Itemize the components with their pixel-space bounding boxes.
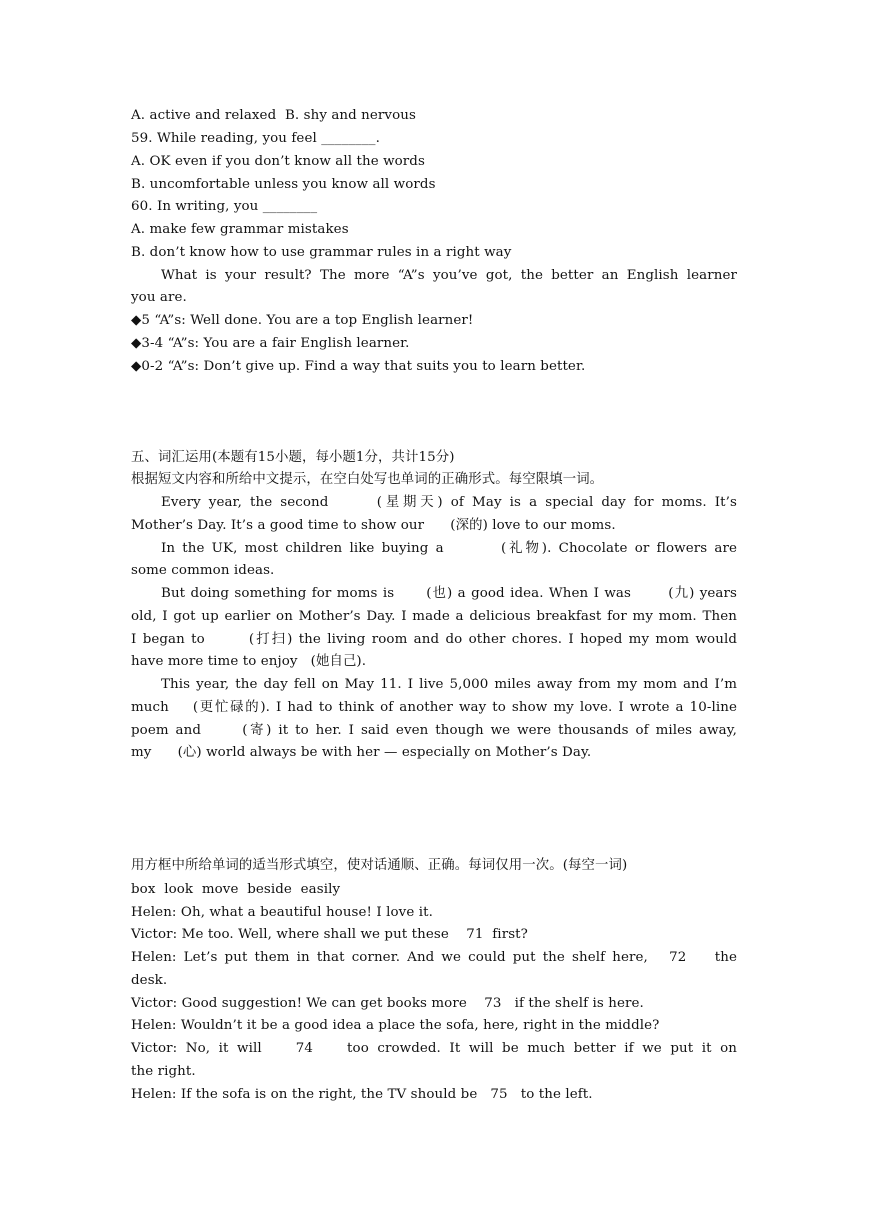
dialog-line-3: Helen: Let’s put them in that corner. And we could put the shelf here, 72 the (131, 950, 737, 965)
passage-p3-line-3: I began to (打扫) the living room and do other chores. I hoped my mom would (131, 632, 737, 647)
section-5-heading: 五、词汇运用(本题有15小题，每小题1分，共计15分) (131, 450, 455, 465)
result-3-4-a: ◆3-4 “A”s: You are a fair English learner. (131, 336, 410, 351)
passage-p4-line-4: my (心) world always be with her — especially on Mother’s Day. (131, 745, 592, 760)
dialog-line-5: Victor: Good suggestion! We can get books more 73 if the shelf is here. (131, 996, 644, 1011)
dialog-line-7: Victor: No, it will 74 too crowded. It will be much better if we put it on (131, 1041, 737, 1056)
passage-p4-line-3: poem and (寄) it to her. I said even though we were thousands of miles away, (131, 723, 737, 738)
passage-p3-line-2: old, I got up earlier on Mother’s Day. I made a delicious breakfast for my mom. Then (131, 609, 737, 624)
passage-p3-line-1: But doing something for moms is (也) a good idea. When I was (九) years (161, 586, 737, 601)
result-intro-line-1: What is your result? The more “A”s you’ve got, the better an English learner (161, 268, 737, 283)
question-59-option-a: A. OK even if you don’t know all the words (131, 154, 425, 169)
dialog-line-6: Helen: Wouldn’t it be a good idea a place the sofa, here, right in the middle? (131, 1018, 660, 1033)
question-60: 60. In writing, you ________ (131, 199, 318, 214)
dialog-line-1: Helen: Oh, what a beautiful house! I love it. (131, 905, 433, 920)
dialog-instruction: 用方框中所给单词的适当形式填空，使对话通顺、正确。每词仅用一次。(每空一词) (131, 858, 628, 873)
dialog-line-2: Victor: Me too. Well, where shall we put these 71 first? (131, 927, 528, 942)
passage-p1-line-2: Mother’s Day. It’s a good time to show our (深的) love to our moms. (131, 518, 616, 533)
passage-p4-line-1: This year, the day fell on May 11. I live 5,000 miles away from my mom and I’m (161, 677, 737, 692)
word-box: box look move beside easily (131, 882, 341, 897)
question-59-option-b: B. uncomfortable unless you know all words (131, 177, 436, 192)
passage-p1-line-1: Every year, the second (星期天) of May is a special day for moms. It’s (161, 495, 737, 510)
question-59: 59. While reading, you feel ________. (131, 131, 380, 146)
dialog-line-9: Helen: If the sofa is on the right, the TV should be 75 to the left. (131, 1087, 593, 1102)
passage-p3-line-4: have more time to enjoy (她自己). (131, 654, 367, 669)
dialog-line-8: the right. (131, 1064, 196, 1079)
dialog-line-4: desk. (131, 973, 168, 988)
q58-options: A. active and relaxed B. shy and nervous (131, 108, 416, 123)
passage-p2-line-2: some common ideas. (131, 563, 275, 578)
passage-p4-line-2: much (更忙碌的). I had to think of another way to show my love. I wrote a 10-line (131, 700, 737, 715)
result-intro-line-2: you are. (131, 290, 187, 305)
result-0-2-a: ◆0-2 “A”s: Don’t give up. Find a way that suits you to learn better. (131, 359, 586, 374)
question-60-option-a: A. make few grammar mistakes (131, 222, 349, 237)
passage-p2-line-1: In the UK, most children like buying a (礼物). Chocolate or flowers are (161, 541, 737, 556)
result-5-a: ◆5 “A”s: Well done. You are a top English learner! (131, 313, 474, 328)
question-60-option-b: B. don’t know how to use grammar rules in a right way (131, 245, 512, 260)
section-5-instruction: 根据短文内容和所给中文提示，在空白处写也单词的正确形式。每空限填一词。 (131, 472, 604, 487)
